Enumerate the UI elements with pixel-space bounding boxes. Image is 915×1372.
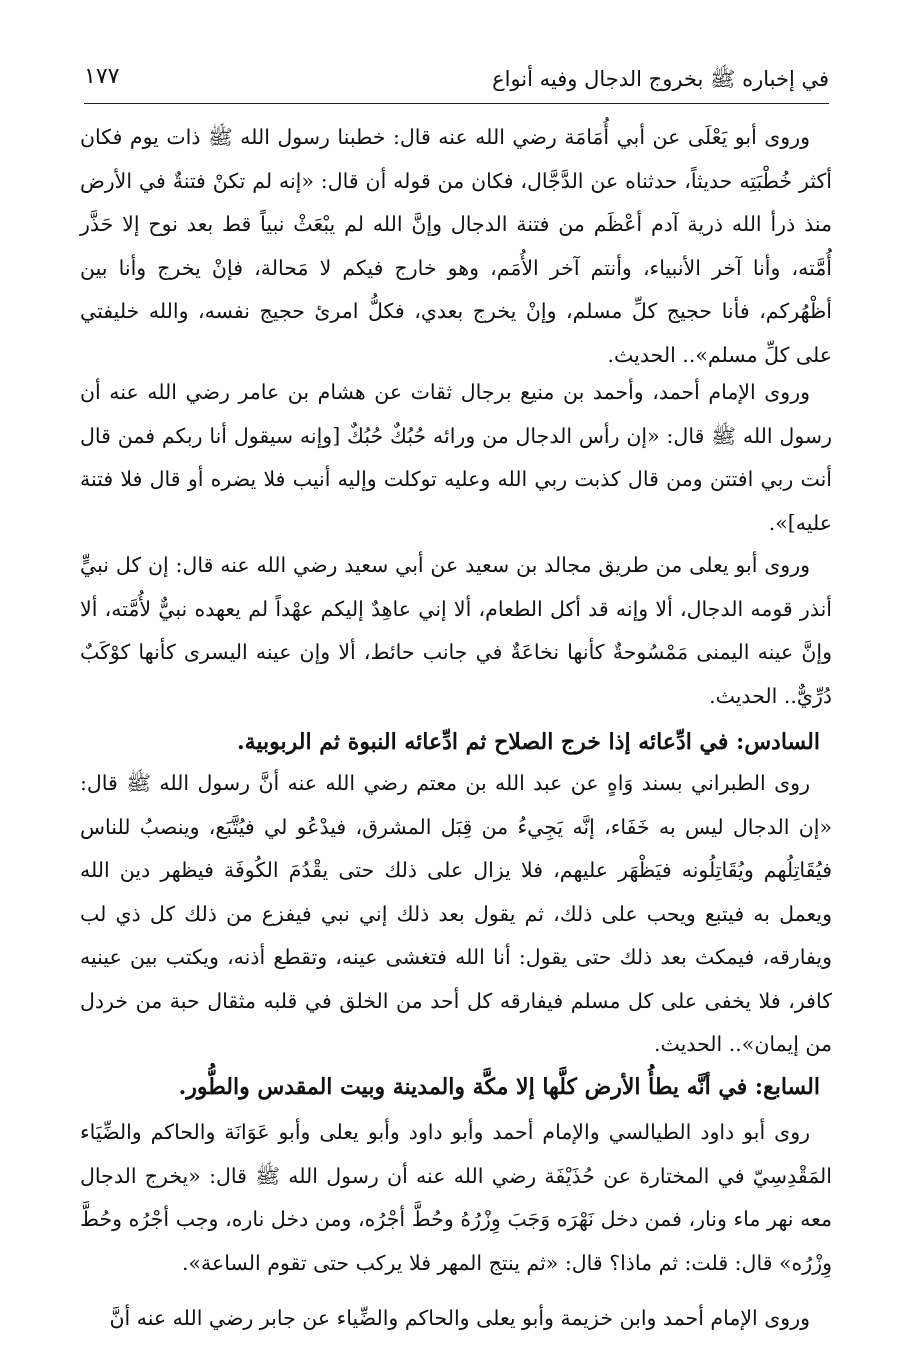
page-number: ١٧٧ [84, 64, 120, 89]
paragraph-hudhayfah: روى أبو داود الطيالسي والإمام أحمد وأبو داود وأبو يعلى وأبو عَوَانَة والحاكم والضِّيَاء المَقْدِسِيّ في المختارة عن حُذَيْفَة رضي الله عنه أن رسول الله ﷺ قال: «يخرج الدجال معه نهر ماء ونار، فمن دخل نَهْرَه وَجَبَ وِزْرُهُ وحُطَّ أجْرُه، ومن دخل ناره، وجب أجْرُه وحُطَّ وِزْرُه» قال: قلت: ثم ماذا؟ قال: «ثم ينتج المهر فلا يركب حتى تقوم الساعة». [80, 1120, 832, 1275]
header-rule [84, 103, 829, 104]
running-header [84, 60, 829, 100]
paragraph-abu-umamah: وروى أبو يَعْلَى عن أبي أُمَامَة رضي الله عنه قال: خطبنا رسول الله ﷺ ذات يوم فكان أكثر خُطْبَتِه حديثاً، حدثناه عن الدَّجَّال، فكان من قوله أن قال: «إنه لم تكنْ فتنةٌ في الأرض منذ ذرأ الله ذرية آدم أعْظَم من فتنة الدجال وإنَّ الله لم يبْعَثْ نبياً قط بعد نوح إلا حَذَّر أُمَّته، وأنا آخر الأنبياء، وأنتم آخر الأُمَم، وهو خارج فيكم لا مَحالة، فإنْ يخرج وأنا بين أظْهُركم، فأنا حجيج كلِّ مسلم، وإنْ يخرج بعدي، فكلُّ امرئ حجيج نفسه، والله خليفتي على كلِّ مسلم».. الحديث. [80, 125, 832, 367]
paragraph-abu-said: وروى أبو يعلى من طريق مجالد بن سعيد عن أبي سعيد رضي الله عنه قال: إن كل نبيٍّ أنذر قومه الدجال، ألا وإنه قد أكل الطعام، ألا إني عاهِدٌ إليكم عهْداً لم يعهده نبيٌّ لأُمَّته، ألا وإنَّ عينه اليمنى مَمْسُوحةٌ كأنها نخاعَةٌ في جانب حائط، ألا وإن عينه اليسرى كأنها كوْكَبٌ دُرِّيٌّ.. الحديث. [80, 553, 832, 708]
section-heading-seventh: السابع: في أنَّه يطأُ الأرض كلَّها إلا مكَّة والمدينة وبيت المقدس والطُّور. [178, 1074, 820, 1100]
paragraph-jabir: وروى الإمام أحمد وابن خزيمة وأبو يعلى والحاكم والضِّياء عن جابر رضي الله عنه أنَّ [109, 1306, 810, 1330]
paragraph-tabarani: روى الطبراني بسند وَاهٍ عن عبد الله بن معتم رضي الله عنه أنَّ رسول الله ﷺ قال: «إن الدجال ليس به خَفَاء، إنَّه يَجِيءُ من قِبَل المشرق، فيدْعُو لي فيُتَّبَع، وينصبُ للناس فيُقَاتِلُهم ويُقَاتِلُونه فيَظْهَر عليهم، فلا يزال على ذلك حتى يقْدُمَ الكُوفَة فيظهر دين الله ويعمل به فيتبع ويحب على ذلك، ثم يقول بعد ذلك إني نبي فيفزع من ذلك كل ذي لب ويفارقه، فيمكث بعد ذلك حتى يقول: أنا الله فتغشى عينه، وتقطع أذنه، ويكتب بين عينيه كافر، فلا يخفى على كل مسلم فيفارقه كل أحد من الخلق في قلبه مثقال حبة من خردل من إيمان».. الحديث. [80, 771, 832, 1056]
section-heading-sixth: السادس: في ادِّعائه إذا خرج الصلاح ثم ادِّعائه النبوة ثم الربوبية. [236, 729, 820, 755]
paragraph-hisham-bin-amir: وروى الإمام أحمد، وأحمد بن منيع برجال ثقات عن هشام بن عامر رضي الله عنه أن رسول الله ﷺ قال: «إن رأس الدجال من ورائه حُبُكٌ حُبُكٌ [وإنه سيقول أنا ربكم فمن قال أنت ربي افتتن ومن قال كذبت ربي الله وعليه توكلت وإليه أنيب فلا يضره أو قال فلا فتنة عليه]». [80, 380, 832, 535]
running-title: في إخباره ﷺ بخروج الدجال وفيه أنواع [492, 67, 829, 91]
